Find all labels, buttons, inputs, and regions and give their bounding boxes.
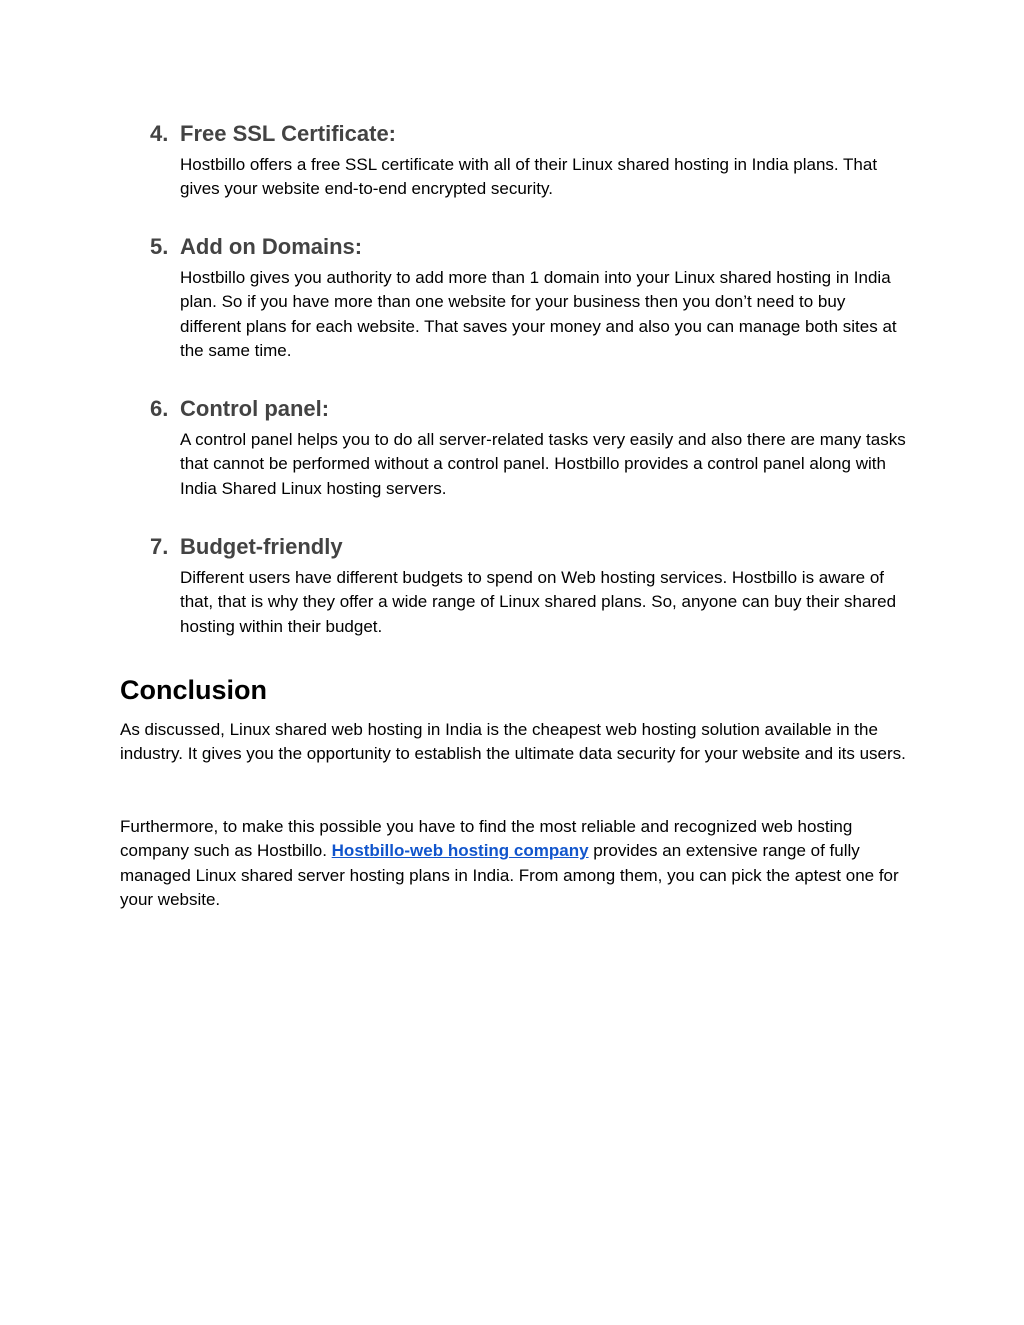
feature-description: Different users have different budgets to spend on Web hosting services. Hostbillo is aware of that, that is why they offer a wide range of Linux shared plans. So, anyone can buy their shared hosting within their budget. xyxy=(180,568,897,636)
hostbillo-link[interactable]: Hostbillo-web hosting company xyxy=(331,841,589,861)
feature-title: Add on Domains: xyxy=(180,234,363,259)
conclusion-paragraph-1: As discussed, Linux shared web hosting in India is the cheapest web hosting solution available in the industry. It gives you the opportunity to establish the ultimate data security for your website and its users. xyxy=(120,720,906,764)
feature-heading xyxy=(150,119,910,149)
paragraph-text-after-link: provides an extensive range of fully managed Linux shared server hosting plans in India. From among them, you can pick the aptest one for your website. xyxy=(120,841,899,910)
paragraph-text-before-link: Furthermore, to make this possible you have to find the most reliable and recognized web hosting company such as Hostbillo. xyxy=(120,817,853,861)
feature-description: Hostbillo offers a free SSL certificate with all of their Linux shared hosting in India plans. That gives your website end-to-end encrypted security. xyxy=(180,155,878,199)
feature-heading xyxy=(150,394,910,424)
conclusion-heading: Conclusion xyxy=(120,675,267,705)
feature-title: Control panel: xyxy=(180,396,330,421)
feature-heading xyxy=(150,532,910,562)
feature-number: 7. xyxy=(150,534,169,559)
feature-item-ssl xyxy=(150,119,910,202)
feature-title: Budget-friendly xyxy=(180,534,343,559)
feature-number: 4. xyxy=(150,121,169,146)
feature-number: 6. xyxy=(150,396,169,421)
feature-item-addon-domains xyxy=(150,232,910,364)
feature-item-control-panel xyxy=(150,394,910,501)
feature-item-budget-friendly xyxy=(150,532,910,639)
feature-description: Hostbillo gives you authority to add more than 1 domain into your Linux shared hosting in India plan. So if you have more than one website for your business then you don’t need to buy different plans for each website. That saves your money and also you can manage both sites at the same time. xyxy=(180,268,897,361)
feature-title: Free SSL Certificate: xyxy=(180,121,397,146)
feature-description: A control panel helps you to do all server-related tasks very easily and also there are many tasks that cannot be performed without a control panel. Hostbillo provides a control panel along with India Shared Linux hosting servers. xyxy=(180,430,906,498)
feature-number: 5. xyxy=(150,234,169,259)
feature-heading xyxy=(150,232,910,262)
conclusion-paragraph-2 xyxy=(120,815,910,913)
